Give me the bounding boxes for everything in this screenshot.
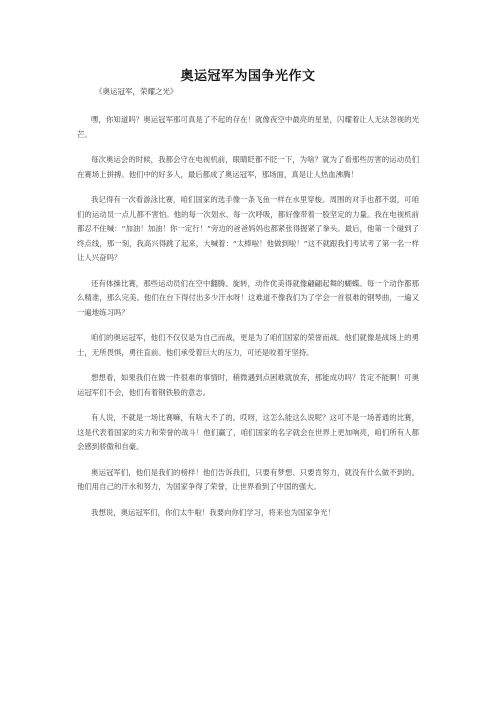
paragraph: 有人说，不就是一场比赛嘛，有啥大不了的。哎呀，这怎么能这么说呢？这可不是一场普通的比赛，这是代表着国家的实力和荣誉的战斗！他们赢了，咱们国家的名字就会在世界上更加响亮，咱们所有人都会感到骄傲和自豪。 bbox=[77, 413, 419, 451]
paragraph: 每次奥运会的时候，我都会守在电视机前，眼睛眨都不眨一下，为啥？就为了看那些厉害的运动员们在赛场上拼搏。他们中的好多人，最后都成了奥运冠军，那场面，真是让人热血沸腾！ bbox=[77, 155, 419, 179]
paragraph: 还有体操比赛，那些运动员们在空中翻腾、旋转，动作优美得就像翩翩起舞的蝴蝶。每一个动作都那么精准，那么完美。他们在台下得付出多少汗水呀！这难道不像我们为了学会一首很难的钢琴曲，一遍又一遍地练习吗？ bbox=[77, 278, 419, 317]
paragraph: 我想说，奥运冠军们，你们太牛啦！我要向你们学习，将来也为国家争光！ bbox=[91, 507, 335, 517]
paragraph: 我记得有一次看游泳比赛，咱们国家的选手像一条飞鱼一样在水里穿梭。周围的对手也都不弱，可咱们的运动员一点儿都不害怕。他的每一次划水、每一次呼吸，都好像带着一股坚定的力量。我在电视机前都忍不住喊：“加油！加油！你一定行！”旁边的爸爸妈妈也都紧张得握紧了拳头。最后，他第一个碰到了终点线，那一刻，我高兴得跳了起来，大喊着：“太棒啦！他做到啦！”这不就跟我们考试考了第一名一样让人兴奋吗？ bbox=[77, 195, 419, 262]
document-subtitle: 《奥运冠军，荣耀之光》 bbox=[95, 87, 178, 96]
paragraph: 想想看，如果我们在做一件很难的事情时，稍微遇到点困难就放弃，那能成功吗？肯定不能啊！可奥运冠军们不会，他们有着钢铁般的意志。 bbox=[77, 373, 419, 397]
document-body bbox=[77, 113, 419, 531]
document-title: 奥运冠军为国争光作文 bbox=[180, 69, 316, 84]
paragraph: 嘿，你知道吗？奥运冠军那可真是了不起的存在！就像夜空中最亮的星星，闪耀着让人无法忽视的光芒。 bbox=[77, 115, 419, 139]
paragraph: 咱们的奥运冠军，他们不仅仅是为自己而战，更是为了咱们国家的荣誉而战。他们就像是战场上的勇士，无所畏惧，勇往直前。他们承受着巨大的压力，可还是咬着牙坚持。 bbox=[77, 333, 419, 357]
paragraph: 奥运冠军们，他们是我们的榜样！他们告诉我们，只要有梦想、只要肯努力，就没有什么做不到的。他们用自己的汗水和努力，为国家争得了荣誉，让世界看到了中国的强大。 bbox=[77, 467, 419, 491]
